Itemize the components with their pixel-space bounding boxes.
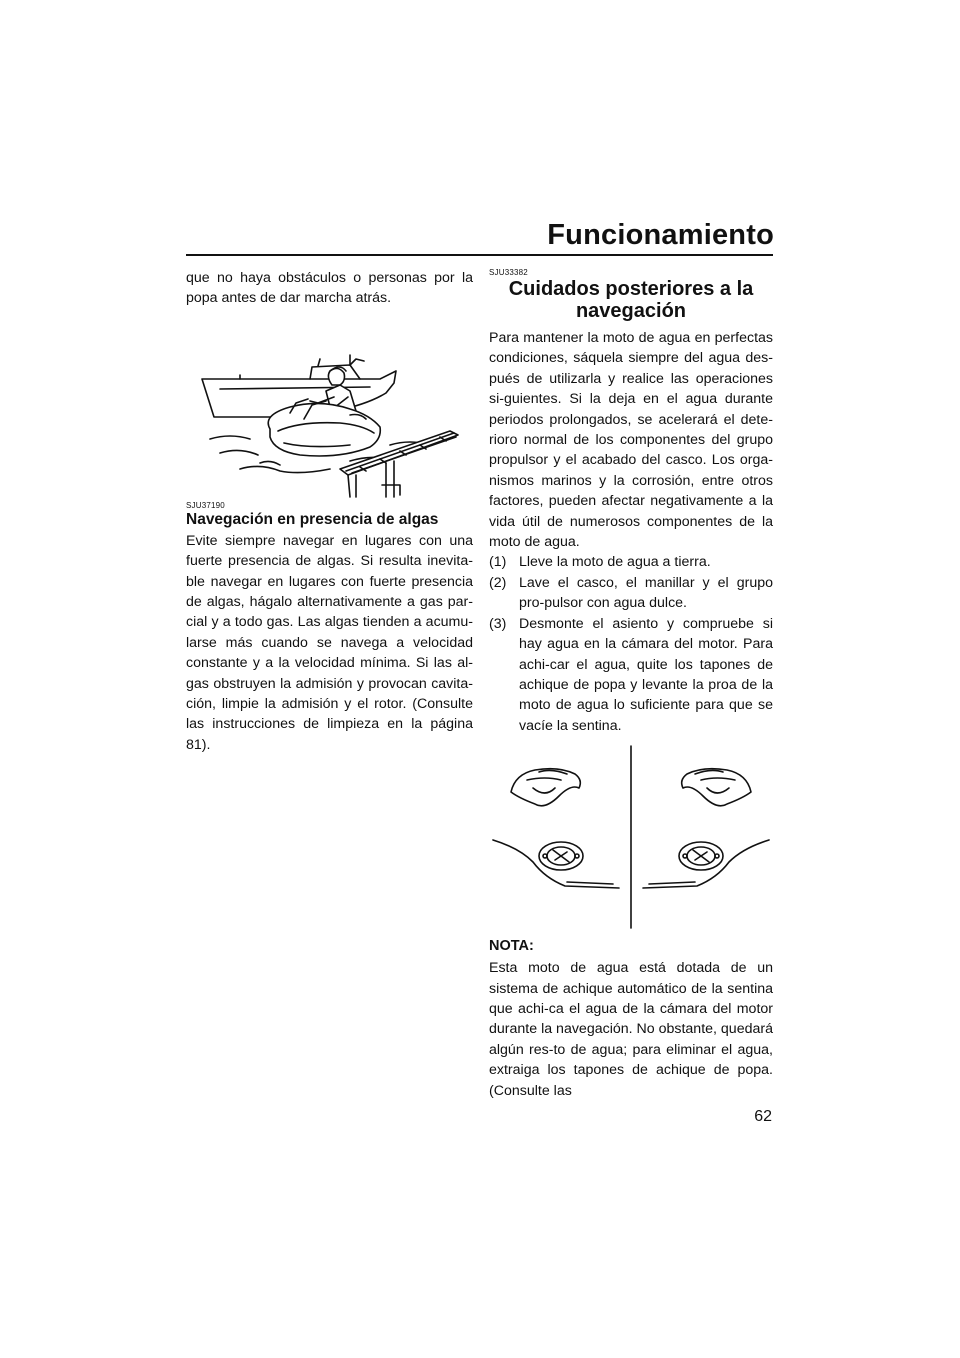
- section-title: Navegación en presencia de algas: [186, 510, 439, 528]
- note-paragraph: Esta moto de agua está dotada de un sistema de achique automático de la sentina que achi-ca el agua de la cámara del motor durante la navegación. No obstante, quedará algún res-to de agua; para eliminar el agua, extraiga los tapones de achique de popa. (Consulte las: [489, 960, 773, 1099]
- left-column: [186, 268, 473, 755]
- right-column: [489, 268, 773, 1101]
- list-item: (1) Lleve la moto de agua a tierra.: [489, 554, 711, 571]
- section-code: SJU33382: [489, 268, 528, 277]
- page-number: 62: [754, 1108, 772, 1125]
- section-code: SJU37190: [186, 500, 225, 510]
- section-paragraph: Para mantener la moto de agua en perfectas condiciones, sáquela siempre del agua des-pués de utilizarla y realice las operaciones si-guientes. Si la deja en el agua durante periodos prolongados, se acelerará el dete-rioro normal de los componentes del grupo propulsor y el acabado del casco. Los orga-nismos marinos y la corrosión, entre otros factores, pueden afectar negativamente a la vida útil de numerosos componentes de la moto de agua.: [489, 330, 773, 551]
- watercraft-illustration: [200, 319, 460, 499]
- page-header-title: Funcionamiento: [547, 219, 774, 251]
- list-item: (2) Lave el casco, el manillar y el grupo pro-pulsor con agua dulce.: [489, 574, 773, 612]
- list-item: (3) Desmonte el asiento y compruebe si hay agua en la cámara del motor. Para achi-car el agua, quite los tapones de achique de popa y levante la proa de la moto de agua lo suficiente para que se vacíe la sentina.: [489, 615, 773, 734]
- note-title: NOTA:: [489, 938, 534, 955]
- intro-paragraph: que no haya obstáculos o personas por la popa antes de dar marcha atrás.: [186, 270, 473, 307]
- section-paragraph: Evite siempre navegar en lugares con una fuerte presencia de algas. Si resulta inevita-ble navegar en lugares con fuerte presencia de algas, hágalo alternativamente a gas par-cial y a todo gas. Las algas tienden a acumu-larse más cuando se navega a velocidad constante y a la velocidad mínima. Si las al-gas obstruyen la admisión y provocan cavita-ción, limpie la admisión y el rotor. (Consulte las instrucciones de limpieza en la página 81).: [186, 532, 473, 753]
- steps-list: [489, 552, 773, 736]
- section-title: Cuidados posteriores a la navegación: [508, 278, 754, 322]
- drain-plug-illustration: [489, 744, 773, 930]
- header-rule: [186, 254, 773, 256]
